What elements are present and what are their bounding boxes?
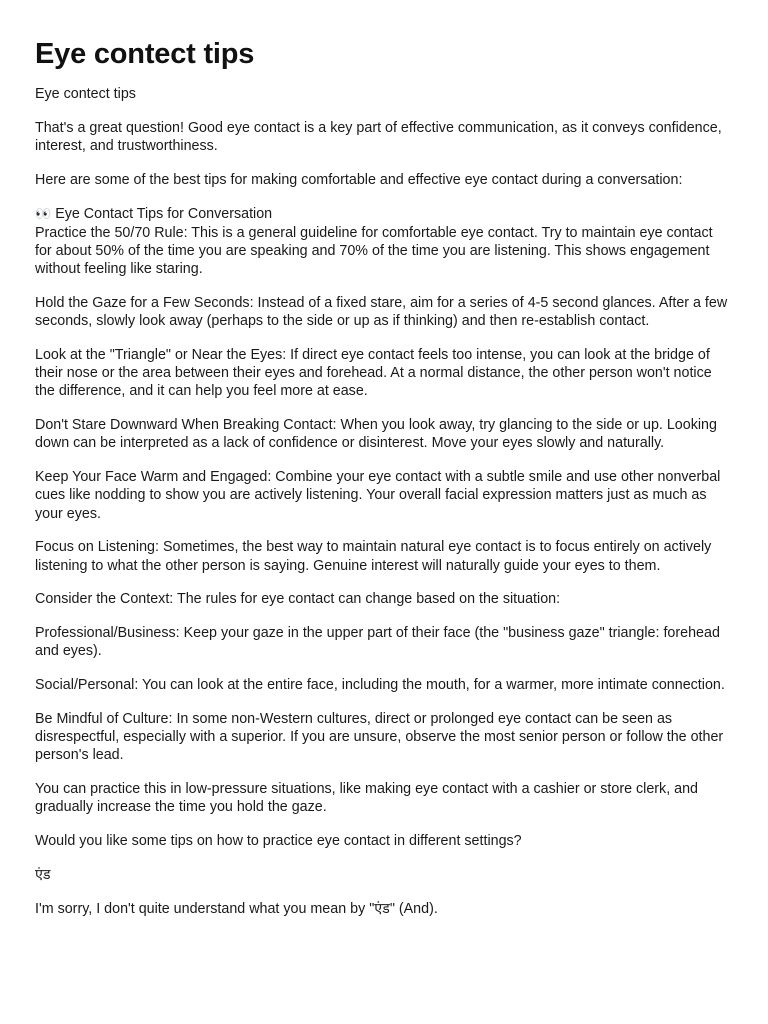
section-block (35, 205, 732, 279)
subtitle-paragraph: Eye contect tips (35, 86, 136, 102)
page-title: Eye contect tips (35, 38, 255, 70)
tip-paragraph: Don't Stare Downward When Breaking Contact: When you look away, try glancing to the side or up. Looking down can be interpreted as a lack of confidence or disinterest. Move your eyes slowly and naturally. (35, 417, 717, 452)
intro-paragraph: That's a great question! Good eye contact is a key part of effective communication, as it conveys confidence, interest, and trustworthiness. (35, 119, 722, 154)
eyes-icon: 👀 (35, 206, 52, 222)
final-response: I'm sorry, I don't quite understand what you mean by "एंड" (And). (35, 900, 438, 917)
tip-paragraph: Professional/Business: Keep your gaze in the upper part of their face (the "business gaze" triangle: forehead and eyes). (35, 625, 720, 660)
tip-paragraph: Hold the Gaze for a Few Seconds: Instead of a fixed stare, aim for a series of 4-5 second glances. After a few seconds, slowly look away (perhaps to the side or up as if thinking) and then re-establish contact. (35, 295, 728, 330)
section-heading (35, 205, 732, 224)
section-heading-text: Eye Contact Tips for Conversation (55, 205, 273, 222)
tip-paragraph: Keep Your Face Warm and Engaged: Combine your eye contact with a subtle smile and use other nonverbal cues like nodding to show you are actively listening. Your overall facial expression matters just as much as your eyes. (35, 469, 721, 522)
tip-paragraph: Look at the "Triangle" or Near the Eyes: If direct eye contact feels too intense, you can look at the bridge of their nose or the area between their eyes and forehead. At a normal distance, the other person won't notice the difference, and it can help you feel more at ease. (35, 347, 712, 400)
tip-paragraph: You can practice this in low-pressure situations, like making eye contact with a cashier or store clerk, and gradually increase the time you hold the gaze. (35, 781, 699, 816)
lead-in-paragraph: Here are some of the best tips for making comfortable and effective eye contact during a conversation: (35, 171, 683, 188)
follow-up-question: Would you like some tips on how to practice eye contact in different settings? (35, 833, 522, 850)
tip-paragraph: Be Mindful of Culture: In some non-Western cultures, direct or prolonged eye contact can be seen as disrespectful, especially with a superior. If you are unsure, observe the most senior person or follow the other person's lead. (35, 711, 724, 764)
tip-paragraph: Focus on Listening: Sometimes, the best way to maintain natural eye contact is to focus entirely on actively listening to what the other person is saying. Genuine interest will naturally guide your eyes to them. (35, 539, 712, 574)
user-reply: एंड (35, 867, 51, 883)
tip-paragraph: Practice the 50/70 Rule: This is a general guideline for comfortable eye contact. Try to maintain eye contact for about 50% of the time you are speaking and 70% of the time you are listening. This shows engagement without feeling like staring. (35, 224, 713, 278)
tip-paragraph: Social/Personal: You can look at the entire face, including the mouth, for a warmer, more intimate connection. (35, 677, 725, 694)
tip-paragraph: Consider the Context: The rules for eye contact can change based on the situation: (35, 591, 561, 608)
